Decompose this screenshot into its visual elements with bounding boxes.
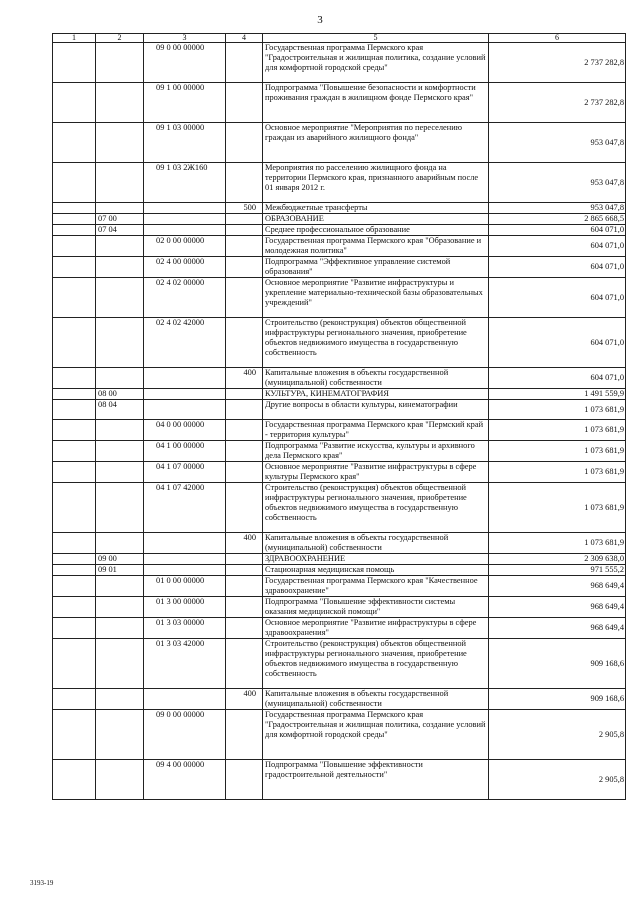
empty-cell	[53, 760, 96, 800]
empty-cell	[53, 689, 96, 710]
amount: 2 737 282,8	[489, 83, 626, 123]
table-row	[53, 203, 626, 214]
amount: 1 073 681,9	[489, 483, 626, 533]
page-number: 3	[317, 14, 323, 26]
target-article-code: 04 0 00 00000	[144, 420, 226, 441]
table-row	[53, 689, 626, 710]
empty-cell	[53, 236, 96, 257]
column-number-row	[53, 34, 626, 43]
amount: 909 168,6	[489, 639, 626, 689]
empty-cell	[53, 597, 96, 618]
table-row	[53, 368, 626, 389]
expense-type-code	[226, 278, 263, 318]
expense-type-code: 400	[226, 689, 263, 710]
item-name: Основное мероприятие "Развитие инфраструктуры в сфере здравоохранения"	[263, 618, 489, 639]
section-code	[96, 618, 144, 639]
expense-type-code	[226, 760, 263, 800]
expense-type-code: 400	[226, 368, 263, 389]
amount: 1 073 681,9	[489, 462, 626, 483]
amount: 2 865 668,5	[489, 214, 626, 225]
table-row	[53, 710, 626, 760]
item-name: Капитальные вложения в объекты государственной (муниципальной) собственности	[263, 368, 489, 389]
target-article-code	[144, 565, 226, 576]
amount: 953 047,8	[489, 163, 626, 203]
amount: 1 073 681,9	[489, 400, 626, 420]
item-name: Государственная программа Пермского края "Градостроительная и жилищная политика, создание условий для комфортной городской среды"	[263, 710, 489, 760]
item-name: Подпрограмма "Повышение эффективности градостроительной деятельности"	[263, 760, 489, 800]
table-row	[53, 400, 626, 420]
item-name: Государственная программа Пермского края "Пермский край - территория культуры"	[263, 420, 489, 441]
table-row	[53, 43, 626, 83]
amount: 968 649,4	[489, 618, 626, 639]
target-article-code: 09 1 03 2Ж160	[144, 163, 226, 203]
empty-cell	[53, 420, 96, 441]
amount: 968 649,4	[489, 597, 626, 618]
section-code	[96, 163, 144, 203]
item-name: Строительство (реконструкция) объектов общественной инфраструктуры регионального значения, приобретение объектов недвижимого имущества в государственную собственность	[263, 639, 489, 689]
empty-cell	[53, 163, 96, 203]
amount: 2 309 638,0	[489, 554, 626, 565]
expense-type-code: 500	[226, 203, 263, 214]
empty-cell	[53, 123, 96, 163]
empty-cell	[53, 554, 96, 565]
empty-cell	[53, 214, 96, 225]
amount: 2 737 282,8	[489, 43, 626, 83]
section-code	[96, 278, 144, 318]
empty-cell	[53, 389, 96, 400]
expense-type-code	[226, 163, 263, 203]
amount: 1 073 681,9	[489, 420, 626, 441]
target-article-code	[144, 389, 226, 400]
amount: 604 071,0	[489, 236, 626, 257]
column-number: 4	[226, 34, 263, 43]
amount: 2 905,8	[489, 710, 626, 760]
item-name: ОБРАЗОВАНИЕ	[263, 214, 489, 225]
target-article-code: 04 1 00 00000	[144, 441, 226, 462]
expense-type-code	[226, 225, 263, 236]
item-name: Государственная программа Пермского края "Градостроительная и жилищная политика, создание условий для комфортной городской среды"	[263, 43, 489, 83]
expense-type-code	[226, 257, 263, 278]
item-name: Государственная программа Пермского края "Образование и молодежная политика"	[263, 236, 489, 257]
section-code	[96, 533, 144, 554]
target-article-code: 02 4 00 00000	[144, 257, 226, 278]
target-article-code: 01 3 03 42000	[144, 639, 226, 689]
section-code	[96, 236, 144, 257]
table-row	[53, 420, 626, 441]
amount: 604 071,0	[489, 225, 626, 236]
expense-type-code	[226, 639, 263, 689]
section-code	[96, 83, 144, 123]
section-code	[96, 420, 144, 441]
section-code	[96, 441, 144, 462]
item-name: Стационарная медицинская помощь	[263, 565, 489, 576]
section-code	[96, 203, 144, 214]
empty-cell	[53, 83, 96, 123]
empty-cell	[53, 483, 96, 533]
empty-cell	[53, 710, 96, 760]
table-row	[53, 318, 626, 368]
table-row	[53, 123, 626, 163]
section-code	[96, 597, 144, 618]
expense-type-code	[226, 43, 263, 83]
expense-type-code	[226, 554, 263, 565]
item-name: Основное мероприятие "Развитие инфраструктуры и укрепление материально-технической базы образовательных учреждений"	[263, 278, 489, 318]
table-row	[53, 597, 626, 618]
amount: 1 073 681,9	[489, 533, 626, 554]
section-code	[96, 639, 144, 689]
amount: 2 905,8	[489, 760, 626, 800]
item-name: КУЛЬТУРА, КИНЕМАТОГРАФИЯ	[263, 389, 489, 400]
expense-type-code	[226, 618, 263, 639]
item-name: Подпрограмма "Развитие искусства, культуры и архивного дела Пермского края"	[263, 441, 489, 462]
target-article-code	[144, 214, 226, 225]
empty-cell	[53, 43, 96, 83]
item-name: Подпрограмма "Эффективное управление системой образования"	[263, 257, 489, 278]
section-code	[96, 43, 144, 83]
empty-cell	[53, 565, 96, 576]
section-code: 08 00	[96, 389, 144, 400]
amount: 971 555,2	[489, 565, 626, 576]
section-code	[96, 689, 144, 710]
section-code: 09 01	[96, 565, 144, 576]
expense-type-code	[226, 420, 263, 441]
expense-type-code	[226, 462, 263, 483]
section-code	[96, 576, 144, 597]
table-row	[53, 225, 626, 236]
target-article-code	[144, 225, 226, 236]
target-article-code: 01 3 03 00000	[144, 618, 226, 639]
expense-type-code	[226, 389, 263, 400]
section-code	[96, 710, 144, 760]
table-row	[53, 163, 626, 203]
item-name: Государственная программа Пермского края "Качественное здравоохранение"	[263, 576, 489, 597]
target-article-code	[144, 689, 226, 710]
target-article-code: 04 1 07 00000	[144, 462, 226, 483]
section-code	[96, 462, 144, 483]
item-name: Среднее профессиональное образование	[263, 225, 489, 236]
section-code: 09 00	[96, 554, 144, 565]
section-code	[96, 483, 144, 533]
amount: 1 073 681,9	[489, 441, 626, 462]
target-article-code: 01 3 00 00000	[144, 597, 226, 618]
table-row	[53, 441, 626, 462]
target-article-code: 01 0 00 00000	[144, 576, 226, 597]
section-code: 07 04	[96, 225, 144, 236]
expense-type-code	[226, 483, 263, 533]
target-article-code	[144, 554, 226, 565]
section-code	[96, 368, 144, 389]
empty-cell	[53, 278, 96, 318]
item-name: Мероприятия по расселению жилищного фонда на территории Пермского края, признанного аварийным после 01 января 2012 г.	[263, 163, 489, 203]
item-name: Другие вопросы в области культуры, кинематографии	[263, 400, 489, 420]
item-name: ЗДРАВООХРАНЕНИЕ	[263, 554, 489, 565]
expense-type-code	[226, 565, 263, 576]
table-row	[53, 278, 626, 318]
table-row	[53, 214, 626, 225]
column-number: 1	[53, 34, 96, 43]
target-article-code: 02 4 02 00000	[144, 278, 226, 318]
empty-cell	[53, 576, 96, 597]
budget-table-body	[53, 34, 626, 800]
amount: 604 071,0	[489, 278, 626, 318]
empty-cell	[53, 203, 96, 214]
amount: 953 047,8	[489, 203, 626, 214]
amount: 953 047,8	[489, 123, 626, 163]
column-number: 3	[144, 34, 226, 43]
item-name: Межбюджетные трансферты	[263, 203, 489, 214]
item-name: Капитальные вложения в объекты государственной (муниципальной) собственности	[263, 533, 489, 554]
amount: 604 071,0	[489, 368, 626, 389]
target-article-code: 09 1 00 00000	[144, 83, 226, 123]
column-number: 5	[263, 34, 489, 43]
budget-table	[52, 33, 626, 800]
section-code: 08 04	[96, 400, 144, 420]
item-name: Подпрограмма "Повышение эффективности системы оказания медицинской помощи"	[263, 597, 489, 618]
table-row	[53, 533, 626, 554]
amount: 1 491 559,9	[489, 389, 626, 400]
table-row	[53, 576, 626, 597]
table-row	[53, 83, 626, 123]
item-name: Строительство (реконструкция) объектов общественной инфраструктуры регионального значения, приобретение объектов недвижимого имущества в государственную собственность	[263, 318, 489, 368]
item-name: Капитальные вложения в объекты государственной (муниципальной) собственности	[263, 689, 489, 710]
column-number: 2	[96, 34, 144, 43]
expense-type-code	[226, 576, 263, 597]
amount: 604 071,0	[489, 257, 626, 278]
item-name: Строительство (реконструкция) объектов общественной инфраструктуры регионального значения, приобретение объектов недвижимого имущества в государственную собственность	[263, 483, 489, 533]
target-article-code: 04 1 07 42000	[144, 483, 226, 533]
section-code	[96, 257, 144, 278]
expense-type-code	[226, 214, 263, 225]
empty-cell	[53, 400, 96, 420]
table-row	[53, 257, 626, 278]
target-article-code	[144, 368, 226, 389]
item-name: Основное мероприятие "Развитие инфраструктуры в сфере культуры Пермского края"	[263, 462, 489, 483]
table-row	[53, 639, 626, 689]
empty-cell	[53, 618, 96, 639]
expense-type-code	[226, 710, 263, 760]
expense-type-code	[226, 318, 263, 368]
item-name: Основное мероприятие "Мероприятия по переселению граждан из аварийного жилищного фонда"	[263, 123, 489, 163]
document-code: 3193-19	[30, 879, 54, 887]
empty-cell	[53, 462, 96, 483]
table-row	[53, 760, 626, 800]
amount: 968 649,4	[489, 576, 626, 597]
target-article-code: 09 0 00 00000	[144, 43, 226, 83]
expense-type-code	[226, 123, 263, 163]
expense-type-code	[226, 441, 263, 462]
item-name: Подпрограмма "Повышение безопасности и комфортности проживания граждан в жилищном фонде Пермского края"	[263, 83, 489, 123]
section-code	[96, 760, 144, 800]
empty-cell	[53, 318, 96, 368]
table-row	[53, 554, 626, 565]
expense-type-code	[226, 83, 263, 123]
target-article-code: 02 4 02 42000	[144, 318, 226, 368]
target-article-code	[144, 203, 226, 214]
empty-cell	[53, 533, 96, 554]
amount: 909 168,6	[489, 689, 626, 710]
expense-type-code	[226, 400, 263, 420]
table-row	[53, 389, 626, 400]
amount: 604 071,0	[489, 318, 626, 368]
target-article-code: 09 4 00 00000	[144, 760, 226, 800]
target-article-code	[144, 533, 226, 554]
expense-type-code: 400	[226, 533, 263, 554]
empty-cell	[53, 441, 96, 462]
section-code	[96, 123, 144, 163]
section-code	[96, 318, 144, 368]
expense-type-code	[226, 236, 263, 257]
empty-cell	[53, 225, 96, 236]
column-number: 6	[489, 34, 626, 43]
target-article-code: 09 0 00 00000	[144, 710, 226, 760]
table-row	[53, 236, 626, 257]
table-row	[53, 462, 626, 483]
empty-cell	[53, 257, 96, 278]
table-row	[53, 618, 626, 639]
target-article-code	[144, 400, 226, 420]
target-article-code: 02 0 00 00000	[144, 236, 226, 257]
empty-cell	[53, 639, 96, 689]
table-row	[53, 483, 626, 533]
section-code: 07 00	[96, 214, 144, 225]
target-article-code: 09 1 03 00000	[144, 123, 226, 163]
expense-type-code	[226, 597, 263, 618]
empty-cell	[53, 368, 96, 389]
table-row	[53, 565, 626, 576]
